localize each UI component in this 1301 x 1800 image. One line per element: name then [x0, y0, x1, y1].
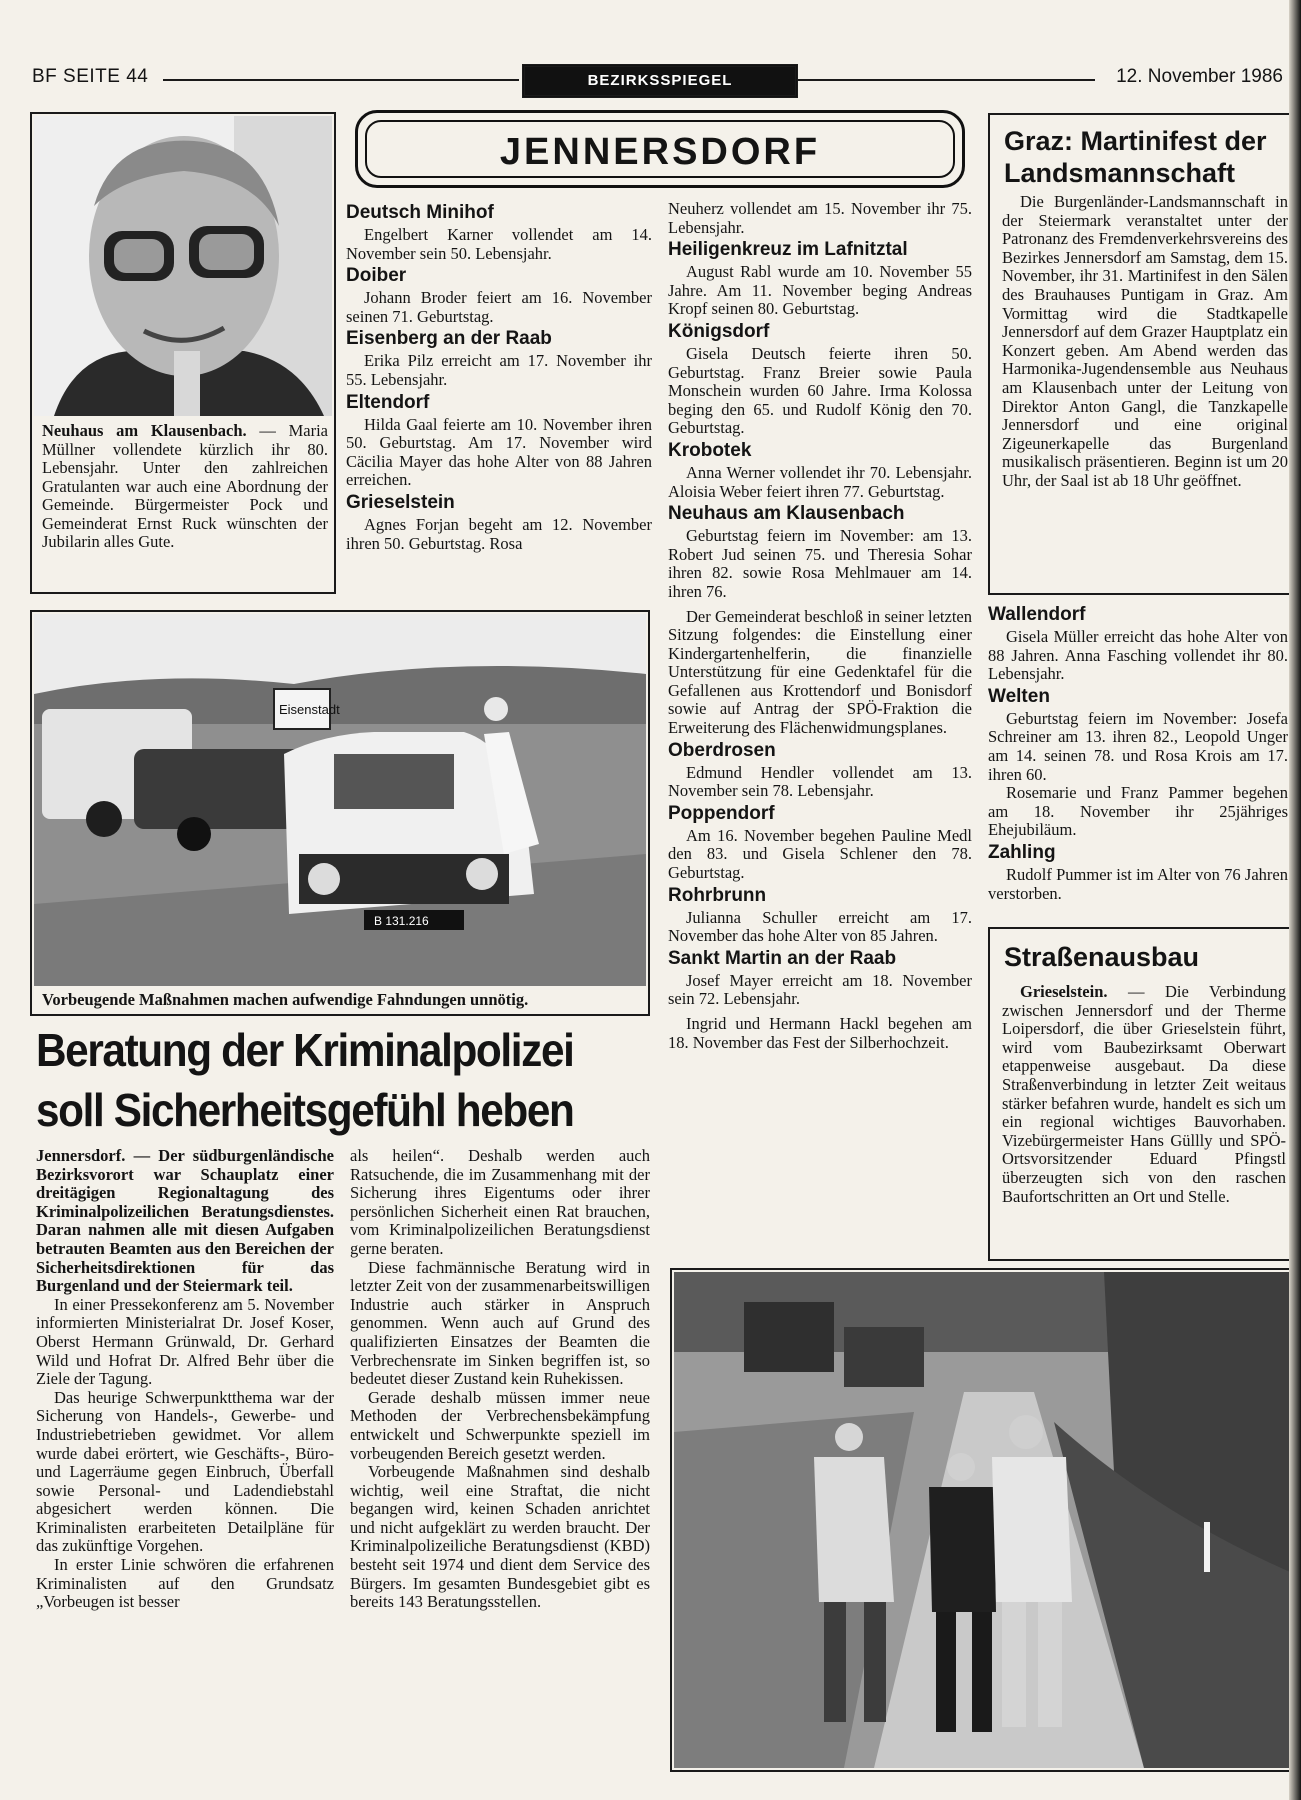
- article-paragraph: Gerade deshalb müssen immer neue Methoden der Verbrechensbekämpfung entwickelt und Schwerpunkte speziell im vorbeugenden Bereich gesetzt werden.: [350, 1387, 650, 1463]
- jennersdorf-column-1: [346, 200, 652, 553]
- town-text: Am 16. November begehen Pauline Medl den 83. und Gisela Schlener den 78. Geburtstag.: [668, 825, 972, 883]
- jennersdorf-column-2: [668, 200, 972, 1052]
- portrait-illustration: [34, 116, 332, 416]
- article-paragraph: In erster Linie schwören die erfahrenen Kriminalisten auf den Grundsatz „Vorbeugen ist besser: [36, 1555, 334, 1612]
- town-heading: Krobotek: [668, 439, 752, 461]
- list-item: [668, 321, 972, 438]
- town-text: Hilda Gaal feierte am 10. November ihren 50. Geburtstag. Am 17. November wird Cäcilia Mayer das hohe Alter von 88 Jahren erreichen.: [346, 414, 652, 490]
- jennersdorf-banner: [355, 110, 965, 188]
- town-text: Julianna Schuller erreicht am 17. November das hohe Alter von 85 Jahren.: [668, 907, 972, 946]
- portrait-photo: [34, 116, 332, 416]
- road-photo-box: [670, 1268, 1294, 1772]
- town-heading: Zahling: [988, 841, 1056, 863]
- town-text: Rudolf Pummer ist im Alter von 76 Jahren verstorben.: [988, 864, 1288, 903]
- list-item: [346, 265, 652, 326]
- list-item: [346, 392, 652, 490]
- article-paragraph: Diese fachmännische Beratung wird in letzter Zeit von der zusammenarbeitswilligen Industrie auch stärker in Anspruch genommen. Wenn auch auf Grund des qualifizierten Einsatzes der Beamten die Verbrechensrate im Sinken begriffen ist, so bedeutet dieser Zustand kein Ruhekissen.: [350, 1257, 650, 1389]
- list-item: [668, 803, 972, 883]
- section-title: BEZIRKSSPIEGEL: [522, 64, 798, 98]
- town-sign-text: Eisenstadt: [279, 702, 340, 717]
- road-photo: [674, 1272, 1290, 1768]
- road-photo-illustration: [674, 1272, 1290, 1768]
- article-column-2: [350, 1147, 650, 1612]
- town-heading: Wallendorf: [988, 604, 1086, 625]
- town-heading: Deutsch Minihof: [346, 202, 494, 223]
- police-photo-box: [30, 610, 650, 1016]
- list-item: [668, 740, 972, 801]
- town-text: Engelbert Karner vollendet am 14. November sein 50. Lebensjahr.: [346, 225, 652, 263]
- town-text: Johann Broder feiert am 16. November seinen 71. Geburtstag.: [346, 288, 652, 326]
- town-text: Geburtstag feiern im November: Josefa Schreiner am 13. ihren 82., Leopold Unger am 14. seinen 78. und Rosa Krois am 17. ihren 60.: [988, 708, 1288, 784]
- graz-title: Graz: Martinifest der Landsmannschaft: [1004, 126, 1267, 188]
- town-heading: Poppendorf: [668, 802, 775, 824]
- town-text: Anna Werner vollendet ihr 70. Lebensjahr. Aloisia Weber feiert ihren 77. Geburtstag.: [668, 462, 972, 501]
- list-item: [346, 328, 652, 389]
- article-headline-2: soll Sicherheitsgefühl heben: [36, 1084, 574, 1136]
- list-item: [988, 842, 1288, 903]
- town-text: Josef Mayer erreicht am 18. November sein 72. Lebensjahr.: [668, 970, 972, 1009]
- jennersdorf-title: JENNERSDORF: [365, 120, 955, 178]
- town-heading: Königsdorf: [668, 320, 770, 342]
- strassenausbau-box: [988, 927, 1294, 1261]
- list-item: [988, 604, 1288, 684]
- article-paragraph: In einer Pressekonferenz am 5. November informierten Ministerialrat Dr. Josef Koser, Oberst Hermann Grünwald, Dr. Gerhard Wild und Hofrat Dr. Alfred Behr über die Ziele der Tagung.: [36, 1294, 334, 1389]
- town-heading: Eltendorf: [346, 391, 430, 413]
- town-text: Gisela Müller erreicht das hohe Alter von 88 Jahren. Anna Fasching vollendet ihr 80. Lebensjahr.: [988, 627, 1288, 684]
- header-rule-right: [797, 79, 1095, 81]
- town-text: Gisela Deutsch feierte ihren 50. Geburtstag. Franz Breier sowie Paula Monschein wurden 60 Jahre. Irma Kolossa beging den 65. und Rudolf König den 70. Geburtstag.: [668, 343, 972, 438]
- police-photo-illustration: [34, 614, 646, 986]
- town-heading: Doiber: [346, 265, 407, 287]
- list-item: [346, 202, 652, 263]
- continued-text: Neuherz vollendet am 15. November ihr 75. Lebensjahr.: [668, 199, 972, 237]
- portrait-box: [30, 112, 336, 594]
- page-label: BF SEITE 44: [32, 66, 149, 87]
- town-heading: Neuhaus am Klausenbach: [668, 503, 905, 525]
- graz-box: [988, 113, 1294, 595]
- graz-text: Die Burgenländer-Landsmannschaft in der Steiermark veranstaltet unter der Patronanz des Fremdenverkehrsvereins des Bezirkes Jennersdorf am Samstag, dem 15. November, ihr 31. Martinifest in den Sälen des Brauhauses Puntigam in Graz. Am Vormittag wird die Stadtkapelle Jennersdorf auf dem Grazer Hauptplatz ein Konzert geben. Am Abend werden das Harmonika-Jugendensemble aus Neuhaus am Klausenbach unter der Leitung von Direktor Anton Gangl, die Tanzkapelle Jennersdorf und eine original Zigeunerkapelle das Burgenland musikalisch präsentieren. Beginn ist um 20 Uhr, der Saal ist ab 18 Uhr geöffnet.: [1002, 192, 1288, 490]
- license-plate-text: B 131.216: [374, 914, 429, 928]
- article-paragraph: Vorbeugende Maßnahmen sind deshalb wichtig, weil eine Straftat, die nicht begangen wird, keinen Schaden anrichtet und nicht aufgeklärt zu werden braucht. Der Kriminalpolizeiliche Beratungsdienst (KBD) besteht seit 1974 und dient dem Service des Bürgers. Im gesamten Bundesgebiet gibt es bereits 143 Beratungsstellen.: [350, 1462, 650, 1612]
- town-text: Edmund Hendler vollendet am 13. November sein 78. Lebensjahr.: [668, 762, 972, 801]
- town-heading: Rohrbrunn: [668, 884, 767, 906]
- article-paragraph: Das heurige Schwerpunktthema war der Sicherung von Handels-, Gewerbe- und Industriebetrieben gewidmet. Vor allem wurde dabei erörtert, wie Geschäfts-, Büro- und Lagerräume gegen Einbruch, Überfall sowie Personal- und Ladendiebstahl abgesichert werden können. Die Kriminalisten erarbeiteten Detailpläne für das zukünftige Vorgehen.: [36, 1387, 334, 1556]
- police-photo-caption: Vorbeugende Maßnahmen machen aufwendige Fahndungen unnötig.: [42, 990, 529, 1009]
- list-item: [346, 492, 652, 553]
- town-heading: Grieselstein: [346, 491, 455, 513]
- police-photo: [34, 614, 646, 986]
- town-heading: Eisenberg an der Raab: [346, 328, 552, 350]
- town-heading: Welten: [988, 685, 1050, 707]
- article-headline-1: Beratung der Kriminalpolizei: [36, 1024, 574, 1076]
- list-item: [988, 686, 1288, 840]
- town-text: August Rabl wurde am 10. November 55 Jahre. Am 11. November beging Andreas Kropf seinen 80. Geburtstag.: [668, 262, 972, 319]
- town-text: Rosemarie und Franz Pammer begehen am 18. November ihr 25jähriges Ehejubiläum.: [988, 783, 1288, 840]
- town-text: Ingrid und Hermann Hackl begehen am 18. November das Fest der Silberhochzeit.: [668, 1014, 972, 1052]
- list-item: [668, 239, 972, 319]
- article-column-1: [36, 1147, 334, 1612]
- town-heading: Heiligenkreuz im Lafnitztal: [668, 239, 908, 261]
- town-text: Der Gemeinderat beschloß in seiner letzten Sitzung folgendes: die Einstellung einer Kindergartenhelferin, die finanzielle Unterstützung für eine Gedenktafel für die Gefallenen aus Krottendorf und Bonisdorf sowie auf Antrag der SPÖ-Fraktion die Erweiterung des Flächenwidmungsplanes.: [668, 606, 972, 738]
- article-paragraph: als heilen“. Deshalb werden auch Ratsuchende, die im Zusammenhang mit der Sicherung ihres Eigentums oder ihrer persönlichen Sicherheit einen Rat brauchen, vom Kriminalpolizeilichen Beratungsdienst gerne beraten.: [350, 1146, 650, 1258]
- page-edge-shadow: [1289, 0, 1301, 1800]
- strassenausbau-text: Grieselstein. — Die Verbindung zwischen Jennersdorf und der Therme Loipersdorf, die über Grieselstein führt, wird vom Baubezirksamt Oberwart etappenweise ausgebaut. Da diese Straßenverbindung in letzter Zeit weitaus stärker befahren wurde, handelt es sich um ein regional wichtiges Bauvorhaben. Vizebürgermeister Hans Güllly und SPÖ-Ortsvorsitzender Eduard Pfingstl überzeugten sich von den raschen Baufortschritten an Ort und Stelle.: [1002, 982, 1286, 1206]
- right-column: [988, 602, 1288, 903]
- list-item: [668, 440, 972, 501]
- town-heading: Oberdrosen: [668, 739, 776, 761]
- header-rule-left: [163, 79, 519, 81]
- list-item: [668, 503, 972, 738]
- article-lead: Jennersdorf. — Der südburgenländische Bezirksvorort war Schauplatz einer dreitägigen Regionaltagung des Kriminalpolizeilichen Beratungsdienstes. Daran nahmen alle mit diesen Aufgaben betrauten Beamten aus den Bereichen der Sicherheitsdirektionen für das Burgenland und der Steiermark teil.: [36, 1146, 334, 1296]
- strassenausbau-title: Straßenausbau: [1004, 942, 1200, 972]
- town-heading: Sankt Martin an der Raab: [668, 947, 897, 969]
- town-text: Geburtstag feiern im November: am 13. Robert Jud seinen 75. und Theresia Sohar ihren 82. sowie Rosa Mehlmauer am 14. ihren 76.: [668, 526, 972, 601]
- town-text: Agnes Forjan begeht am 12. November ihren 50. Geburtstag. Rosa: [346, 514, 652, 553]
- list-item: [668, 948, 972, 1052]
- issue-date: 12. November 1986: [1116, 66, 1283, 87]
- town-text: Erika Pilz erreicht am 17. November ihr 55. Lebensjahr.: [346, 351, 652, 389]
- list-item: [668, 885, 972, 946]
- portrait-caption: Neuhaus am Klausenbach. — Maria Müllner vollendete kürzlich ihr 80. Lebensjahr. Unter den zahlreichen Gratulanten war auch eine Abordnung der Gemeinde. Bürgermeister Pock und Gemeinderat Ernst Ruck wünschten der Jubilarin alles Gute.: [42, 421, 328, 551]
